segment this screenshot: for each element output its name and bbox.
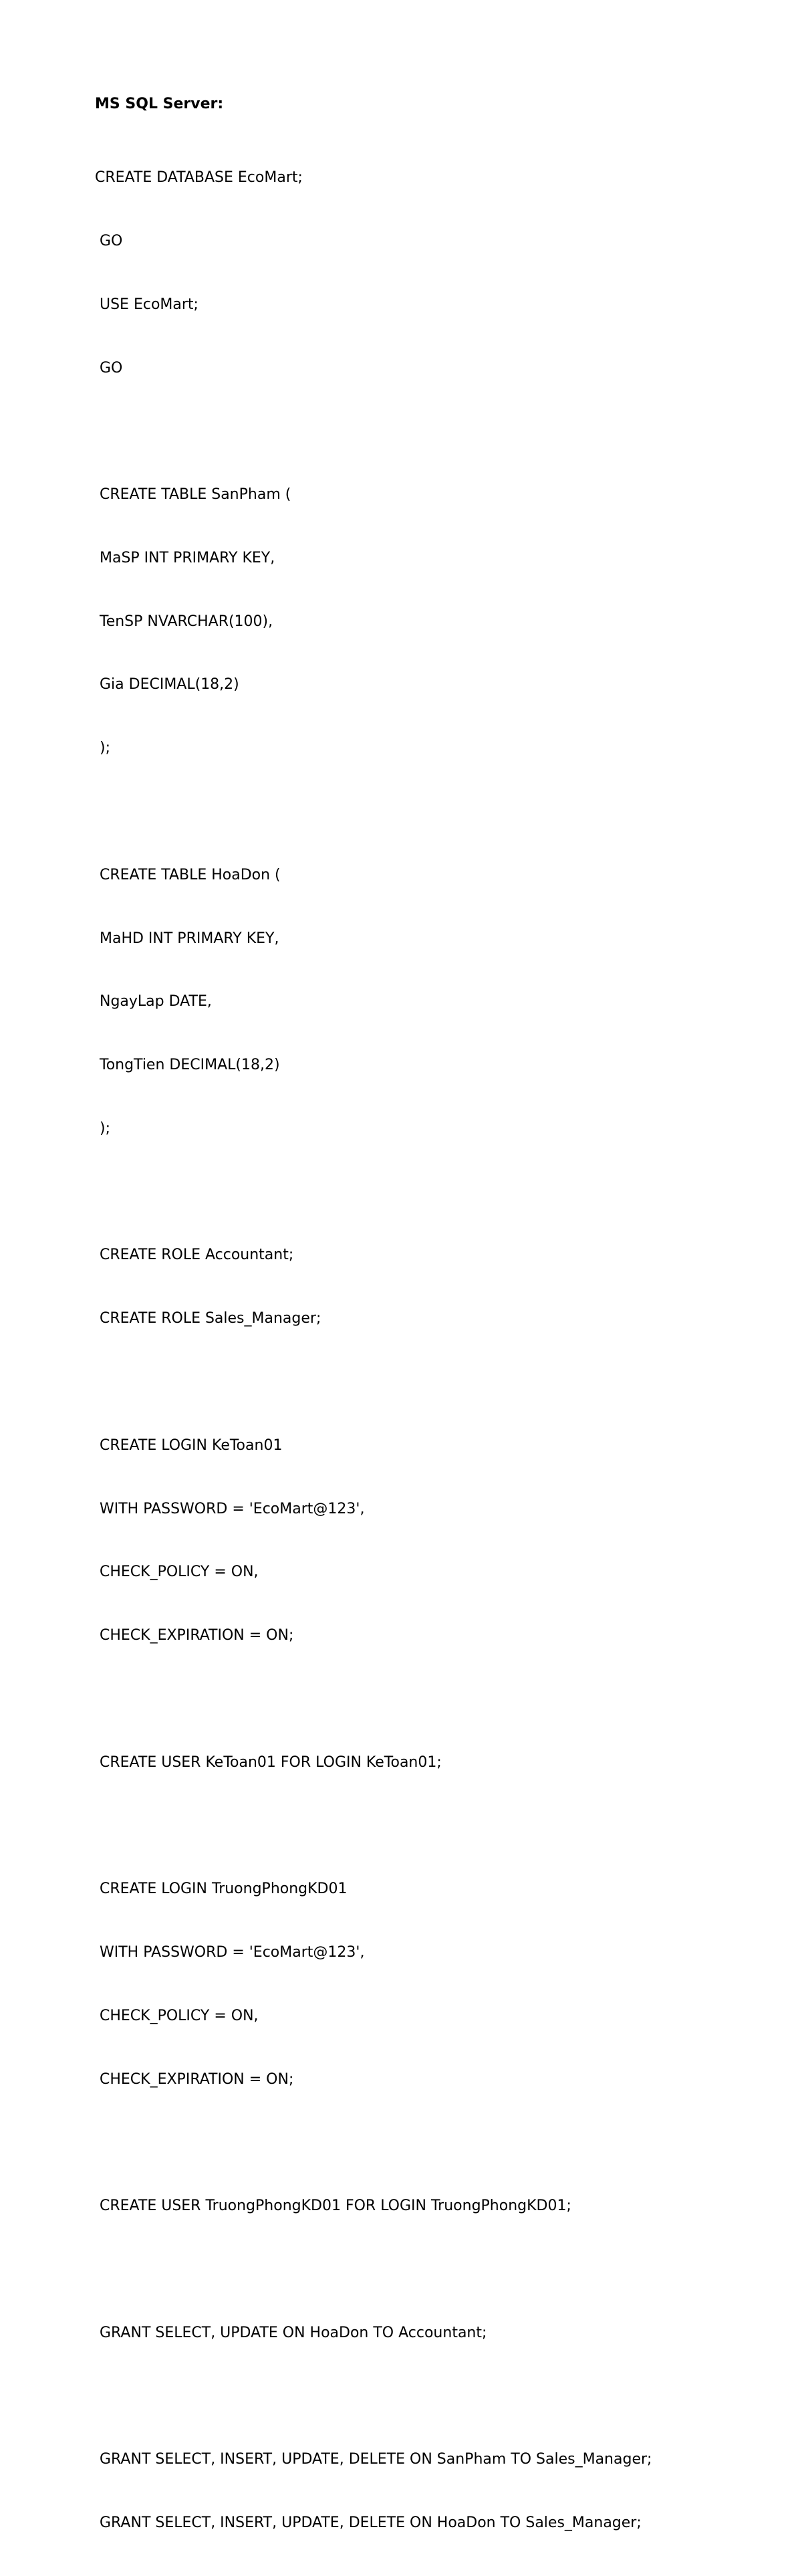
- code-line: NgayLap DATE,: [95, 993, 212, 1010]
- code-line: GRANT SELECT, UPDATE ON HoaDon TO Accountant;: [95, 2324, 487, 2341]
- code-line: CREATE TABLE SanPham (: [95, 486, 291, 504]
- document-heading: MS SQL Server:: [95, 96, 224, 112]
- code-line: [95, 2259, 652, 2280]
- code-line: WITH PASSWORD = 'EcoMart@123',: [95, 1944, 365, 1961]
- code-line: [95, 1816, 652, 1837]
- code-line: CHECK_EXPIRATION = ON;: [95, 1627, 294, 1644]
- code-line: [95, 421, 652, 442]
- code-line: CREATE USER TruongPhongKD01 FOR LOGIN TruongPhongKD01;: [95, 2197, 571, 2215]
- code-line: MaHD INT PRIMARY KEY,: [95, 930, 279, 947]
- code-line: Gia DECIMAL(18,2): [95, 676, 239, 693]
- code-line: CREATE DATABASE EcoMart;: [95, 169, 303, 187]
- code-line: [95, 1689, 652, 1710]
- code-line: CREATE LOGIN TruongPhongKD01: [95, 1881, 348, 1898]
- code-line: [95, 1372, 652, 1393]
- code-line: GO: [95, 359, 123, 377]
- code-line: CHECK_EXPIRATION = ON;: [95, 2070, 294, 2088]
- code-line: [95, 1182, 652, 1203]
- code-line: CREATE USER KeToan01 FOR LOGIN KeToan01;: [95, 1753, 442, 1771]
- code-line: GRANT SELECT, INSERT, UPDATE, DELETE ON SanPham TO Sales_Manager;: [95, 2451, 652, 2468]
- code-line: GRANT SELECT, INSERT, UPDATE, DELETE ON HoaDon TO Sales_Manager;: [95, 2514, 642, 2532]
- code-line: CREATE ROLE Sales_Manager;: [95, 1310, 321, 1327]
- code-line: [95, 2132, 652, 2153]
- code-line: CREATE ROLE Accountant;: [95, 1247, 294, 1264]
- code-line: [95, 2386, 652, 2407]
- code-line: CREATE LOGIN KeToan01: [95, 1436, 283, 1454]
- code-line: WITH PASSWORD = 'EcoMart@123',: [95, 1500, 365, 1517]
- code-line: );: [95, 740, 110, 757]
- code-line: [95, 801, 652, 823]
- code-line: TongTien DECIMAL(18,2): [95, 1057, 280, 1074]
- code-line: );: [95, 1119, 110, 1137]
- code-line: CHECK_POLICY = ON,: [95, 1564, 259, 1581]
- code-line: MaSP INT PRIMARY KEY,: [95, 549, 275, 566]
- code-line: TenSP NVARCHAR(100),: [95, 613, 273, 630]
- code-line: CHECK_POLICY = ON,: [95, 2007, 259, 2024]
- code-line: USE EcoMart;: [95, 296, 198, 313]
- sql-code-block: [95, 125, 652, 2576]
- code-line: GO: [95, 232, 123, 249]
- code-line: CREATE TABLE HoaDon (: [95, 866, 281, 883]
